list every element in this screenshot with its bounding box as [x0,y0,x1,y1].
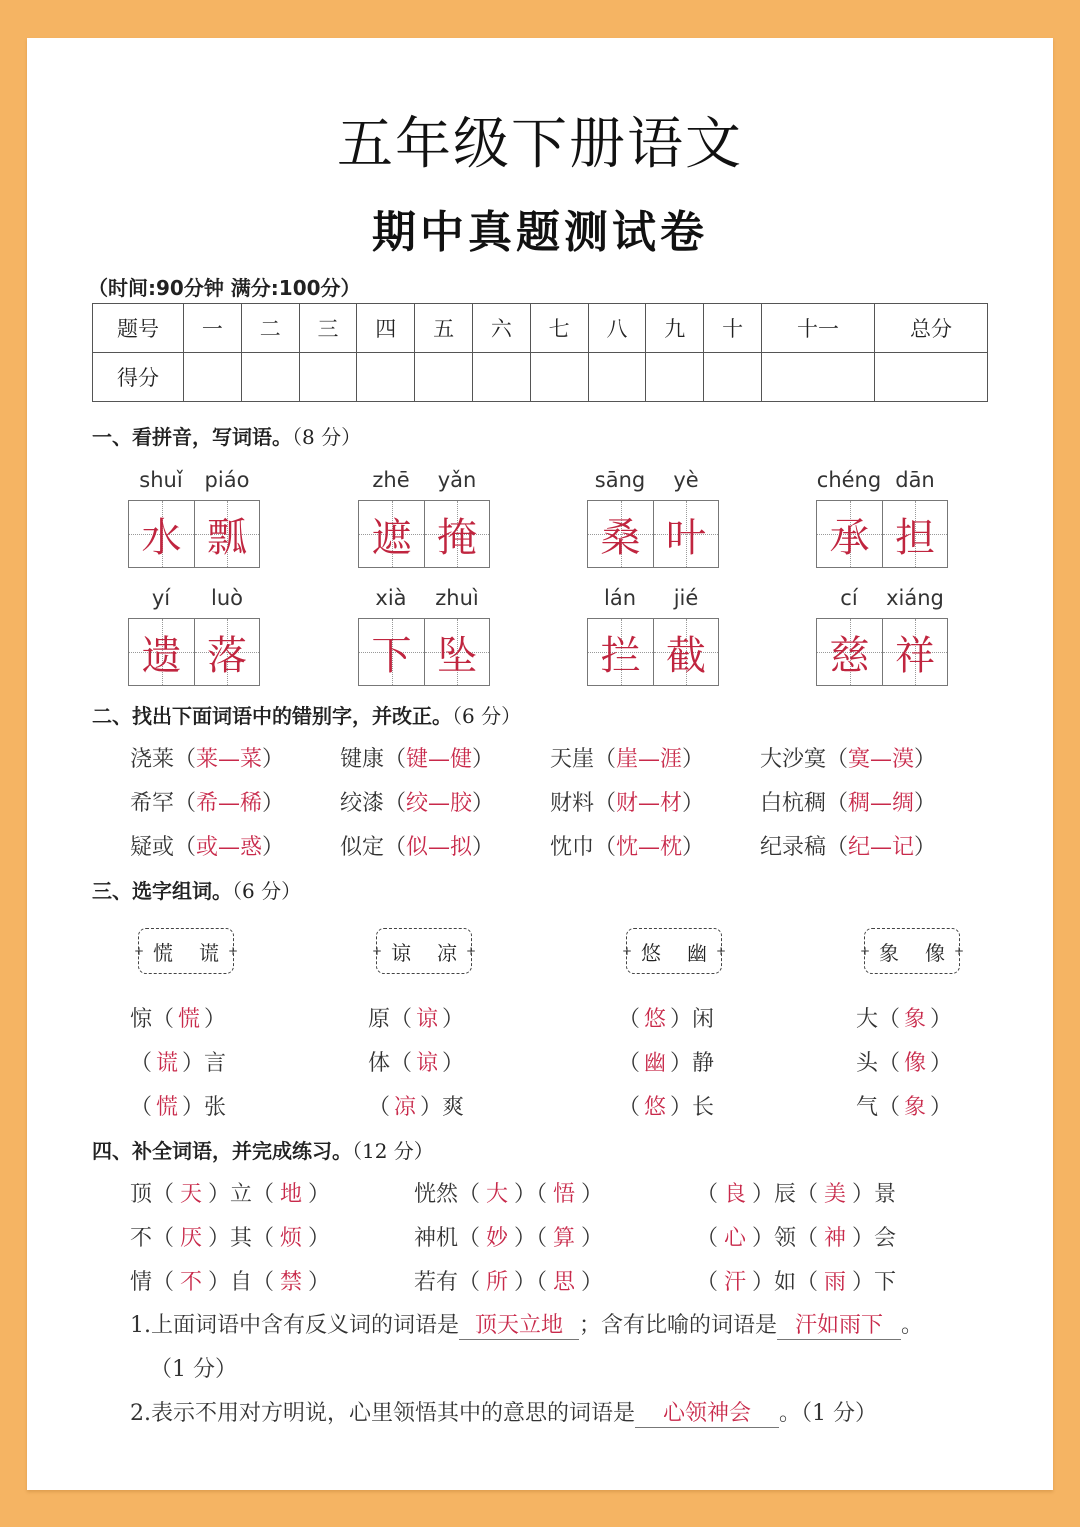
typo-item: 财料（财—材） [550,791,705,816]
pinyin-row [128,468,260,494]
col-header: 六 [472,304,530,353]
score-cell[interactable] [761,353,874,402]
tianzige-grid [587,500,719,568]
score-cell[interactable] [530,353,588,402]
score-cell[interactable] [357,353,415,402]
choice-box: + 象 像 + [864,928,960,974]
score-table [92,303,988,402]
score-cell[interactable] [299,353,357,402]
answer-char[interactable]: 不 [180,1270,203,1295]
correction[interactable]: 莱—菜 [196,747,263,772]
idiom-row: 顶（ 天 ）立（ 地 ） [130,1177,330,1208]
word-choice-row: 大（ 象 ） [856,1002,952,1033]
answer-char[interactable]: 算 [553,1226,576,1251]
tianzige-grid [816,500,948,568]
tianzige-grid [358,618,490,686]
col-header: 总分 [874,304,987,353]
answer-char[interactable]: 幽 [644,1051,667,1076]
typo-item: 浇莱（莱—菜） [130,747,285,772]
score-cell[interactable] [646,353,704,402]
score-cell[interactable] [588,353,646,402]
char-cell[interactable]: 祥 [882,619,947,685]
word-choice-row: （ 慌 ）张 [130,1090,226,1121]
col-header: 五 [415,304,473,353]
choice-char: 凉 [437,940,457,965]
pinyin: chéng [816,468,882,492]
answer-char[interactable]: 谎 [156,1051,179,1076]
score-cell[interactable] [415,353,473,402]
answer-char[interactable]: 凉 [394,1095,417,1120]
typo-item: 疑或（或—惑） [130,835,285,860]
pinyin-row [587,468,719,494]
answer-char[interactable]: 地 [280,1182,303,1207]
tianzige-grid [816,618,948,686]
answer-char[interactable]: 思 [553,1270,576,1295]
score-header-row [93,304,988,353]
col-header: 三 [299,304,357,353]
page-title: 五年级下册语文 [337,112,743,177]
char-cell[interactable]: 水 [129,501,194,567]
pinyin: sāng [594,468,646,492]
col-header: 九 [646,304,704,353]
answer-char[interactable]: 谅 [416,1051,439,1076]
idiom-row: 不（ 厌 ）其（ 烦 ） [130,1221,330,1252]
tianzige-grid [128,618,260,686]
answer-blank[interactable]: 心领神会 [635,1396,779,1428]
typo-item: 键康（键—健） [340,747,495,772]
char-cell[interactable]: 下 [359,619,424,685]
col-header: 十一 [761,304,874,353]
char-cell[interactable]: 叶 [653,501,718,567]
question-1: 1.上面词语中含有反义词的词语是 顶天立地 ；含有比喻的词语是 汗如雨下 。 [130,1308,923,1340]
section-1-title: 一、看拼音，写词语。（8 分） [92,425,362,449]
char-cell[interactable]: 拦 [588,619,653,685]
page-subtitle: 期中真题测试卷 [372,207,708,258]
pinyin: shuǐ [139,468,183,492]
answer-blank[interactable]: 汗如雨下 [777,1308,901,1340]
pinyin-row [587,586,719,612]
answer-char[interactable]: 烦 [280,1226,303,1251]
correction[interactable]: 绞—胶 [406,791,473,816]
pinyin-row [358,468,490,494]
row-header: 题号 [93,304,184,353]
answer-char[interactable]: 像 [904,1051,927,1076]
pinyin: cí [840,586,858,610]
col-header: 十 [704,304,762,353]
answer-char[interactable]: 厌 [180,1226,203,1251]
char-cell[interactable]: 坠 [424,619,489,685]
question-2: 2.表示不用对方明说，心里领悟其中的意思的词语是 心领神会 。（1 分） [130,1396,877,1428]
answer-char[interactable]: 悟 [553,1182,576,1207]
correction[interactable]: 或—惑 [196,835,263,860]
char-cell[interactable]: 担 [882,501,947,567]
choice-char: 谅 [391,940,411,965]
pinyin: yǎn [437,468,477,492]
answer-char[interactable]: 禁 [280,1270,303,1295]
answer-char[interactable]: 象 [904,1007,927,1032]
typo-item: 白杭稠（稠—绸） [760,791,937,816]
answer-char[interactable]: 妙 [486,1226,509,1251]
pinyin: lán [603,586,636,610]
word-choice-row: （ 幽 ）静 [618,1046,714,1077]
pinyin-row [358,586,490,612]
char-cell[interactable]: 遗 [129,619,194,685]
answer-char[interactable]: 大 [486,1182,509,1207]
word-choice-row: 原（ 谅 ） [368,1002,464,1033]
word-choice-row: 气（ 象 ） [856,1090,952,1121]
score-cell[interactable] [874,353,987,402]
col-header: 一 [184,304,242,353]
col-header: 八 [588,304,646,353]
correction[interactable]: 键—健 [406,747,473,772]
score-value-row [93,353,988,402]
correction[interactable]: 稠—绸 [848,791,915,816]
typo-item: 纪录稿（纪—记） [760,835,937,860]
section-4-title: 四、补全词语，并完成练习。（12 分） [92,1139,434,1163]
idiom-row: （ 良 ）辰（ 美 ）景 [696,1177,896,1208]
score-cell[interactable] [184,353,242,402]
tianzige-grid [358,500,490,568]
choice-box: + 慌 谎 + [138,928,234,974]
idiom-row: （ 汗 ）如（ 雨 ）下 [696,1265,896,1296]
typo-item: 绞漆（绞—胶） [340,791,495,816]
word-choice-row: （ 悠 ）长 [618,1090,714,1121]
correction[interactable]: 忱—枕 [616,835,683,860]
choice-char: 谎 [199,940,219,965]
pinyin: jié [673,586,699,610]
char-cell[interactable]: 瓢 [194,501,259,567]
char-cell[interactable]: 遮 [359,501,424,567]
choice-char: 慌 [153,940,173,965]
pinyin: piáo [204,468,250,492]
correction[interactable]: 财—材 [616,791,683,816]
answer-char[interactable]: 良 [724,1182,747,1207]
pinyin-item [816,468,948,568]
question-1-points: （1 分） [150,1357,237,1382]
choice-char: 幽 [687,940,707,965]
pinyin-item [587,586,719,686]
idiom-row: （ 心 ）领（ 神 ）会 [696,1221,896,1252]
typo-item: 天崖（崖—涯） [550,747,705,772]
word-choice-row: 体（ 谅 ） [368,1046,464,1077]
pinyin: xiáng [886,586,944,610]
answer-char[interactable]: 天 [180,1182,203,1207]
answer-char[interactable]: 悠 [644,1095,667,1120]
idiom-row: 若有（ 所 ）（ 思 ） [414,1265,603,1296]
choice-box: + 谅 凉 + [376,928,472,974]
answer-char[interactable]: 美 [824,1182,847,1207]
choice-char: 像 [925,940,945,965]
answer-char[interactable]: 神 [824,1226,847,1251]
pinyin-item [358,586,490,686]
word-choice-row: （ 谎 ）言 [130,1046,226,1077]
answer-char[interactable]: 谅 [416,1007,439,1032]
score-cell[interactable] [704,353,762,402]
section-2-title: 二、找出下面词语中的错别字，并改正。（6 分） [92,704,522,728]
typo-item: 大沙寞（寞—漠） [760,747,937,772]
answer-char[interactable]: 所 [486,1270,509,1295]
answer-char[interactable]: 悠 [644,1007,667,1032]
answer-char[interactable]: 慌 [156,1095,179,1120]
typo-item: 忱巾（忱—枕） [550,835,705,860]
pinyin-item [128,586,260,686]
answer-blank[interactable]: 顶天立地 [459,1308,579,1340]
idiom-row: 情（ 不 ）自（ 禁 ） [130,1265,330,1296]
pinyin: yí [151,586,171,610]
exam-meta: （时间:90分钟 满分:100分） [88,276,361,300]
char-cell[interactable]: 承 [817,501,882,567]
typo-item: 希罕（希—稀） [130,791,285,816]
col-header: 二 [241,304,299,353]
pinyin-row [128,586,260,612]
char-cell[interactable]: 截 [653,619,718,685]
section-3-title: 三、选字组词。（6 分） [92,879,302,903]
pinyin: xià [375,586,407,610]
col-header: 七 [530,304,588,353]
pinyin: zhē [372,468,410,492]
pinyin: dān [895,468,935,492]
tianzige-grid [128,500,260,568]
score-cell[interactable] [472,353,530,402]
correction[interactable]: 希—稀 [196,791,263,816]
pinyin: zhuì [435,586,479,610]
idiom-row: 神机（ 妙 ）（ 算 ） [414,1221,603,1252]
correction[interactable]: 寞—漠 [848,747,915,772]
pinyin-item [358,468,490,568]
correction[interactable]: 崖—涯 [616,747,683,772]
typo-item: 似定（似—拟） [340,835,495,860]
answer-char[interactable]: 汗 [724,1270,747,1295]
correction[interactable]: 似—拟 [406,835,473,860]
pinyin-item [128,468,260,568]
word-choice-row: （ 悠 ）闲 [618,1002,714,1033]
pinyin-row [816,468,948,494]
answer-char[interactable]: 心 [724,1226,747,1251]
pinyin-item [816,586,948,686]
word-choice-row: 头（ 像 ） [856,1046,952,1077]
char-cell[interactable]: 落 [194,619,259,685]
char-cell[interactable]: 桑 [588,501,653,567]
tianzige-grid [587,618,719,686]
col-header: 四 [357,304,415,353]
choice-char: 悠 [641,940,661,965]
answer-char[interactable]: 象 [904,1095,927,1120]
pinyin: luò [211,586,243,610]
answer-char[interactable]: 慌 [178,1007,201,1032]
row-header: 得分 [93,353,184,402]
idiom-row: 恍然（ 大 ）（ 悟 ） [414,1177,603,1208]
pinyin-row [816,586,948,612]
word-choice-row: （ 凉 ）爽 [368,1090,464,1121]
score-cell[interactable] [241,353,299,402]
word-choice-row: 惊（ 慌 ） [130,1002,226,1033]
choice-char: 象 [879,940,899,965]
char-cell[interactable]: 慈 [817,619,882,685]
correction[interactable]: 纪—记 [848,835,915,860]
char-cell[interactable]: 掩 [424,501,489,567]
pinyin-item [587,468,719,568]
pinyin: yè [673,468,699,492]
answer-char[interactable]: 雨 [824,1270,847,1295]
choice-box: + 悠 幽 + [626,928,722,974]
